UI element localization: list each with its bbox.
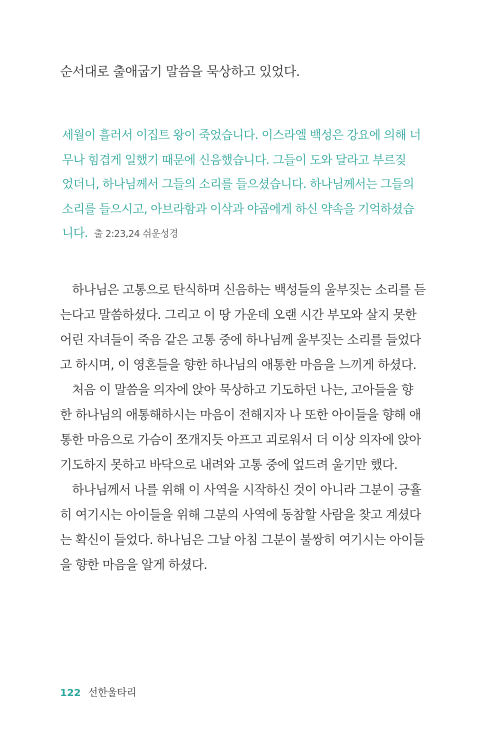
body-line: 어린 자녀들이 죽음 같은 고통 중에 하나님께 울부짖는 소리를 들었다	[60, 332, 421, 347]
quote-line: 세월이 흘러서 이집트 왕이 죽었습니다. 이스라엘 백성은 강요에 의해 너	[62, 128, 421, 142]
body-line: 을 향한 마음을 알게 하셨다.	[60, 557, 208, 572]
quote-line-last	[62, 221, 442, 248]
page-footer	[60, 684, 136, 699]
body-line: 고 하시며, 이 영혼들을 향한 하나님의 애통한 마음을 느끼게 하셨다.	[60, 357, 417, 372]
scripture-quote	[62, 123, 442, 248]
quote-line: 무나 힘겹게 일했기 때문에 신음했습니다. 그들이 도와 달라고 부르짖	[62, 152, 407, 167]
book-title: 선한울타리	[88, 688, 137, 699]
body-line: 는 확신이 들었다. 하나님은 그날 아침 그분이 불쌍히 여기시는 아이들	[60, 532, 425, 547]
lead-sentence: 순서대로 출애굽기 말씀을 묵상하고 있었다.	[60, 65, 300, 80]
body-line: 하나님은 고통으로 탄식하며 신음하는 백성들의 울부짖는 소리를 듣	[72, 282, 426, 297]
quote-line: 소리를 들으시고, 아브라함과 이삭과 야곱에게 하신 약속을 기억하셨습	[62, 201, 414, 216]
quote-line: 니다.	[62, 226, 88, 240]
body-line: 통한 마음으로 가슴이 쪼개지듯 아프고 괴로워서 더 이상 의자에 앉아	[60, 432, 421, 447]
body-line: 기도하지 못하고 바닥으로 내려와 고통 중에 엎드려 울기만 했다.	[60, 457, 398, 472]
page-number: 122	[60, 688, 81, 699]
body-line: 하나님께서 나를 위해 이 사역을 시작하신 것이 아니라 그분이 긍휼	[72, 482, 422, 497]
body-line: 한 하나님의 애통해하시는 마음이 전해지자 나 또한 아이들을 향해 애	[60, 407, 421, 422]
scripture-reference: 출 2:23,24 쉬운성경	[93, 229, 178, 240]
body-line: 처음 이 말씀을 의자에 앉아 묵상하고 기도하던 나는, 고아들을 향	[72, 382, 414, 397]
quote-line: 었더니, 하나님께서 그들의 소리를 들으셨습니다. 하나님께서는 그들의	[62, 177, 414, 191]
body-line: 는다고 말씀하셨다. 그리고 이 땅 가운데 오랜 시간 부모와 살지 못한	[60, 307, 417, 322]
body-line: 히 여기시는 아이들을 위해 그분의 사역에 동참할 사람을 찾고 계셨다	[60, 507, 421, 522]
body-text	[60, 277, 440, 577]
